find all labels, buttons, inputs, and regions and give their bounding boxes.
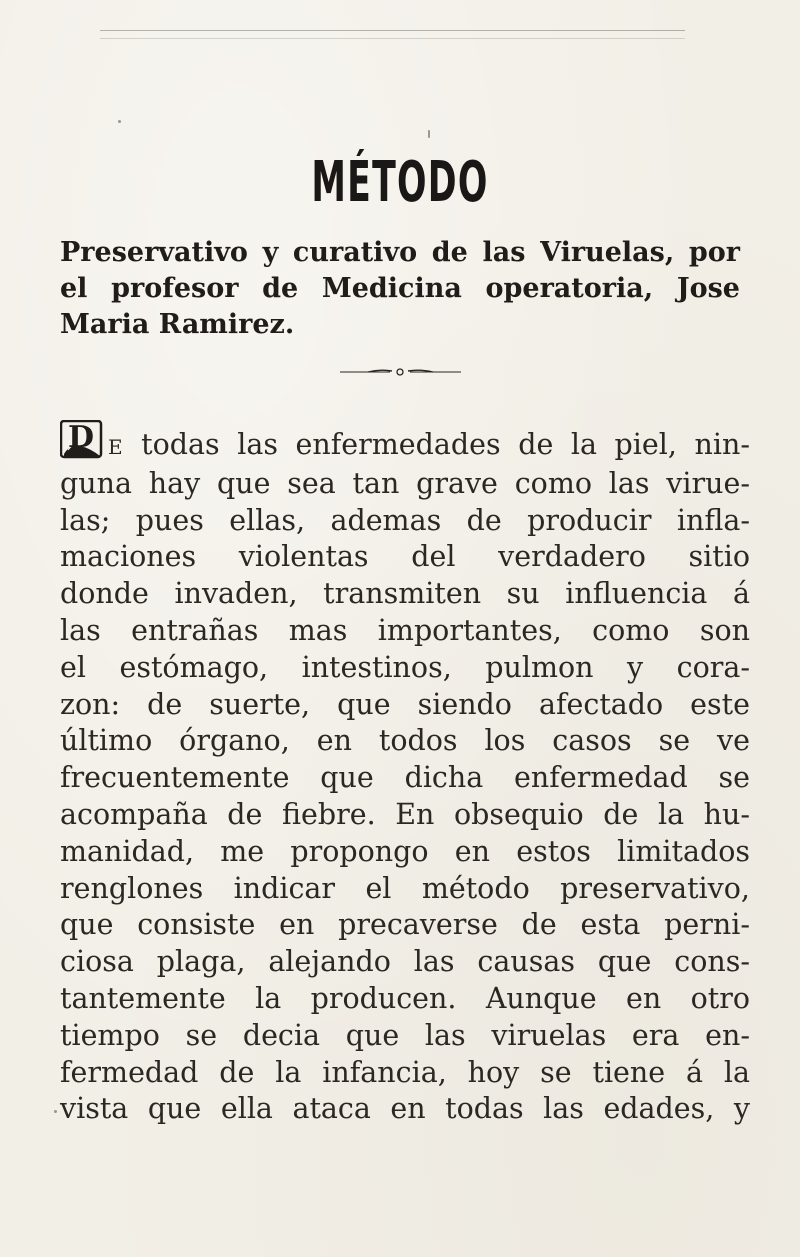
text-line: tantemente la producen. Aunque en otro — [60, 981, 750, 1015]
text-line: las entrañas mas importantes, como son — [60, 613, 750, 647]
text-line: que consiste en precaverse de esta perni- — [60, 908, 750, 942]
svg-text:D: D — [67, 420, 95, 455]
bleed-through-line — [100, 38, 685, 39]
text-line: ciosa plaga, alejando las causas que cons- — [60, 945, 750, 979]
text-line last-line: vista que ella ataca en todas las edades, y — [60, 1092, 750, 1126]
dropcap-ornament-icon — [60, 420, 104, 460]
text-line: zon: de suerte, que siendo afectado este — [60, 687, 750, 721]
text-line: renglones indicar el método preservativo, — [60, 871, 750, 905]
bleed-through-line — [100, 30, 685, 31]
document-title: MÉTODO — [311, 150, 489, 215]
text-line: maciones violentas del verdadero sitio — [60, 540, 750, 574]
first-word-rest: E — [108, 435, 124, 459]
paper-speck — [118, 120, 121, 123]
text-line: el estómago, intestinos, pulmon y cora- — [60, 650, 750, 684]
text-line: tiempo se decia que las viruelas era en- — [60, 1018, 750, 1052]
dropcap — [60, 420, 104, 460]
text-line: último órgano, en todos los casos se ve — [60, 724, 750, 758]
paper-speck — [428, 130, 430, 138]
text-line: fermedad de la infancia, hoy se tiene á la — [60, 1055, 750, 1089]
text-line: acompaña de fiebre. En obsequio de la hu- — [60, 797, 750, 831]
text-line: frecuentemente que dicha enfermedad se — [60, 761, 750, 795]
first-line-text: todas las enfermedades de la piel, nin- — [123, 428, 750, 461]
text-line: donde invaden, transmiten su influencia á — [60, 577, 750, 611]
paper-speck — [54, 1110, 57, 1113]
first-line — [60, 420, 750, 466]
ornament-divider — [338, 367, 463, 377]
text-line: guna hay que sea tan grave como las virue- — [60, 466, 750, 500]
document-subtitle: Preservativo y curativo de las Viruelas, por el profesor de Medicina operatoria, Jose Maria Ramirez. — [60, 237, 740, 340]
text-line: las; pues ellas, ademas de producir infla- — [60, 503, 750, 537]
body-paragraph — [60, 420, 750, 1128]
text-line: manidad, me propongo en estos limitados — [60, 834, 750, 868]
